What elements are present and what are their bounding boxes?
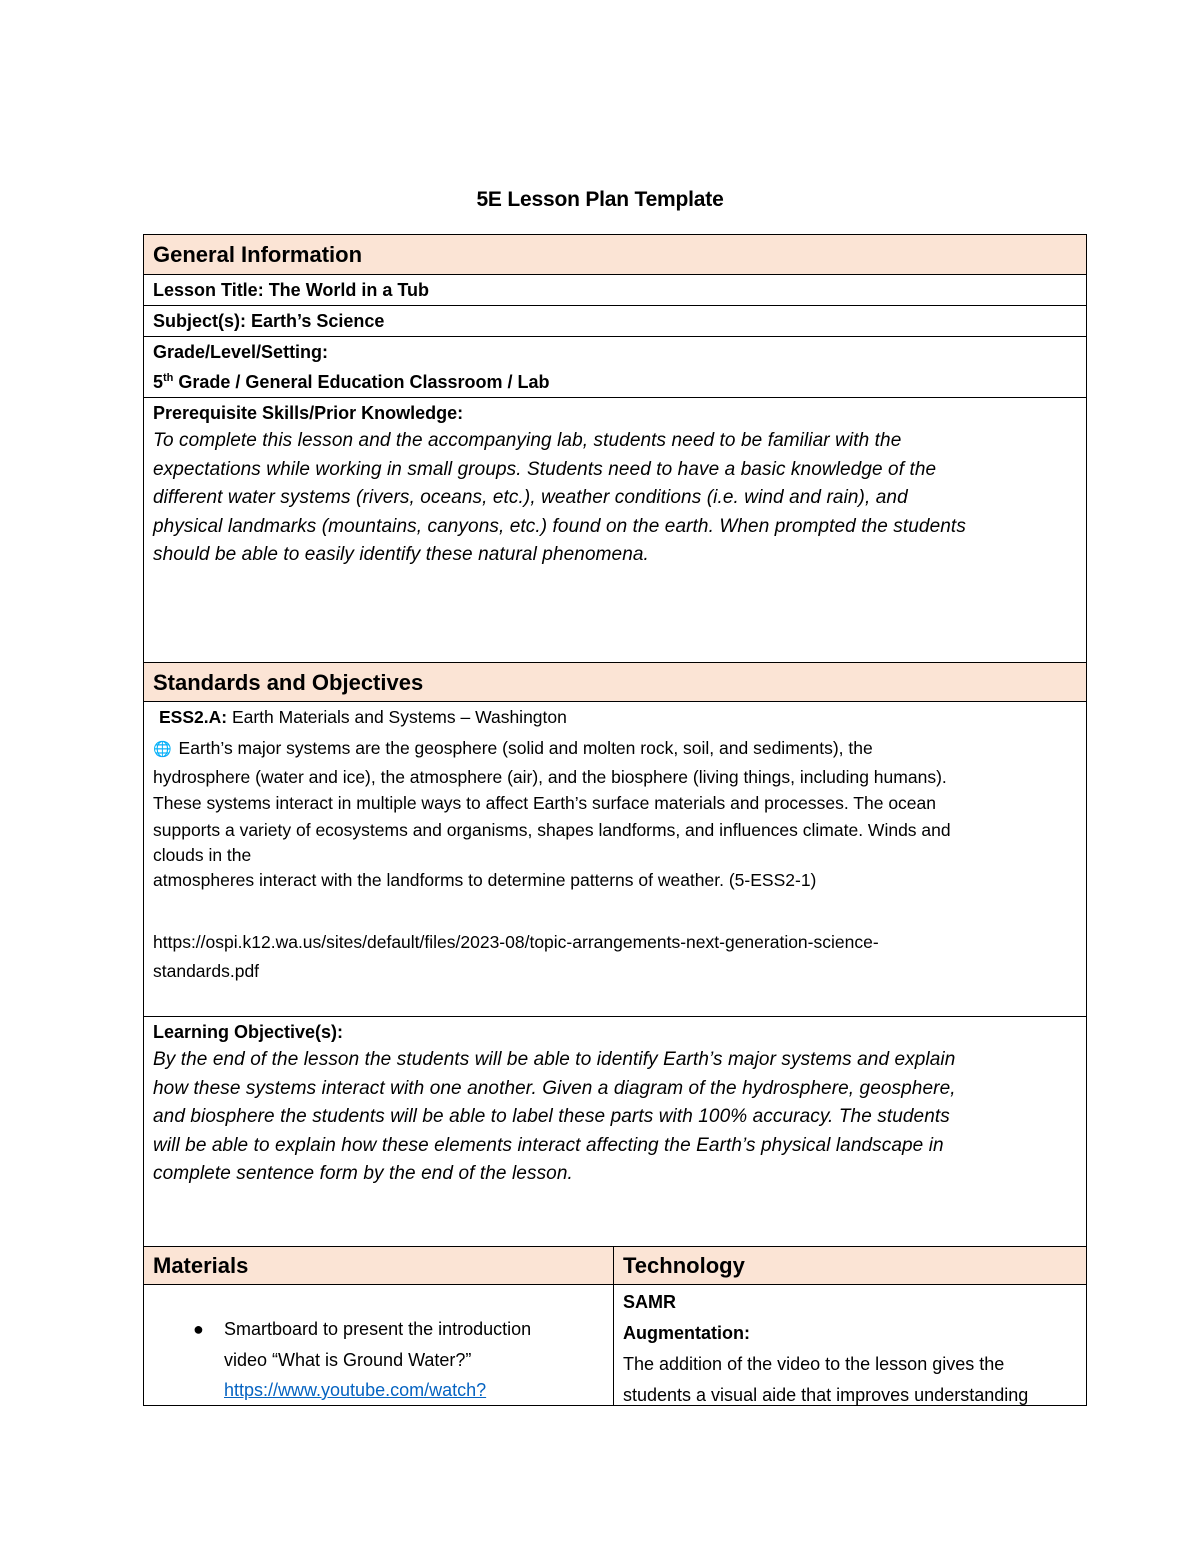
standards-row (144, 701, 1086, 1016)
learning-objectives-row (144, 1016, 1086, 1246)
augmentation-label: Augmentation: (623, 1323, 750, 1343)
materials-technology-row (144, 1284, 1086, 1405)
subjects-row (144, 305, 1086, 336)
materials-technology-header (144, 1246, 1086, 1284)
learning-objectives-text: By the end of the lesson the students will be able to identify Earth’s major systems and explain how these systems interact with one another. Given a diagram of the hydrosphere, geosphere, and biosphere the students will be able to label these parts with 100% accuracy. The students will be able to explain how these elements interact affecting the Earth’s physical landscape in complete sentence form by the end of the lesson. (153, 1049, 956, 1184)
technology-header: Technology (623, 1253, 745, 1278)
lesson-title: Lesson Title: The World in a Tub (153, 280, 430, 300)
general-information-header (144, 235, 1086, 274)
prerequisite-label: Prerequisite Skills/Prior Knowledge: (153, 403, 464, 423)
materials-cell (144, 1285, 614, 1405)
document-title: 5E Lesson Plan Template (476, 188, 724, 211)
standards-url[interactable]: https://ospi.k12.wa.us/sites/default/files/2023-08/topic-arrangements-next-generation-science- standards.pdf (153, 931, 879, 981)
lesson-title-row (144, 274, 1086, 305)
grade-level-value: 5th Grade / General Education Classroom / Lab (153, 371, 550, 392)
general-information-title: General Information (153, 242, 363, 267)
youtube-link[interactable]: https://www.youtube.com/watch? (224, 1380, 487, 1400)
prerequisite-row (144, 397, 1086, 662)
standards-objectives-header (144, 662, 1086, 701)
grade-level-label: Grade/Level/Setting: (153, 342, 329, 362)
technology-text: The addition of the video to the lesson gives the students a visual aide that improves understanding (623, 1354, 1029, 1405)
materials-header: Materials (144, 1247, 614, 1284)
prerequisite-text: To complete this lesson and the accompanying lab, students need to be familiar with the expectations while working in small groups. Students need to have a basic knowledge of the different water systems (rivers, oceans, etc.), weather conditions (i.e. wind and rain), and physical landmarks (mountains, canyons, etc.) found on the earth. When prompted the students should be able to easily identify these natural phenomena. (153, 430, 966, 565)
samr-label: SAMR (623, 1292, 676, 1312)
lesson-plan-table (143, 234, 1087, 1406)
subjects: Subject(s): Earth’s Science (153, 311, 385, 331)
globe-icon: 🌐 (153, 741, 172, 758)
bullet-icon: ● (193, 1319, 204, 1339)
learning-objectives-label: Learning Objective(s): (153, 1022, 344, 1042)
standard-code-line: ESS2.A: Earth Materials and Systems – Washington (159, 707, 567, 727)
standards-objectives-title: Standards and Objectives (153, 670, 424, 695)
grade-level-setting-row (144, 336, 1086, 397)
technology-cell (614, 1285, 1086, 1405)
standard-description: 🌐 Earth’s major systems are the geosphere (solid and molten rock, soil, and sediments), the hydrosphere (water and ice), the atmosphere (air), and the biosphere (living things, including humans). These systems interact in multiple ways to affect Earth’s surface materials and processes. The ocean supports a variety of ecosystems and organisms, shapes landforms, and influences climate. Winds and clouds in the atmospheres interact with the landforms to determine patterns of weather. (5-ESS2-1) (153, 738, 951, 890)
materials-list (153, 1314, 604, 1406)
list-item: ● Smartboard to present the introduction video “What is Ground Water?” https://www.youtube.com/watch? (153, 1314, 604, 1406)
